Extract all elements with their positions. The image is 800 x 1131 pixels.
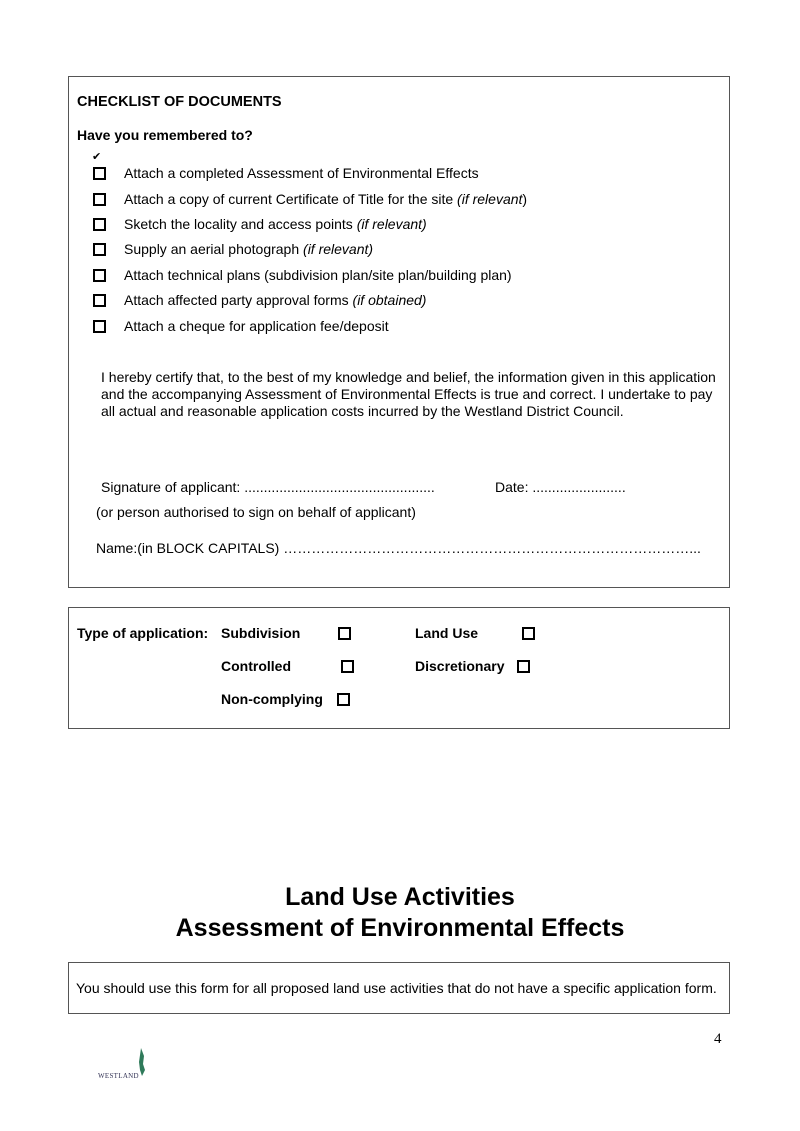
checklist-item — [124, 191, 527, 207]
option-subdivision-checkbox[interactable] — [338, 627, 351, 640]
item-text: Attach a completed Assessment of Environmental Effects — [124, 165, 479, 181]
application-type-label: Type of application: — [77, 625, 209, 641]
item-text: Sketch the locality and access points — [124, 216, 357, 232]
item-note: (if relevant) — [356, 216, 427, 232]
checklist-item — [124, 292, 426, 308]
checklist-item — [124, 241, 373, 257]
checklist-checkbox[interactable] — [93, 243, 106, 256]
behalf-note: (or person authorised to sign on behalf of applicant) — [96, 504, 416, 520]
checklist-checkbox[interactable] — [93, 193, 106, 206]
item-note: (if obtained) — [352, 292, 427, 308]
checklist-checkbox[interactable] — [93, 320, 106, 333]
item-text: Attach a cheque for application fee/deposit — [124, 318, 389, 334]
section-title-line2: Assessment of Environmental Effects — [175, 914, 625, 942]
item-suffix: ) — [522, 191, 528, 207]
item-text: Attach technical plans (subdivision plan/site plan/building plan) — [124, 267, 512, 283]
item-text: Attach affected party approval forms — [124, 292, 353, 308]
date-field[interactable]: Date: ........................ — [495, 479, 626, 495]
checklist-checkbox[interactable] — [93, 269, 106, 282]
page-number: 4 — [714, 1031, 722, 1047]
checklist-item — [124, 267, 512, 283]
signature-field[interactable]: Signature of applicant: ................................................. — [101, 479, 435, 495]
option-controlled-checkbox[interactable] — [341, 660, 354, 673]
item-text: Attach a copy of current Certificate of Title for the site — [124, 191, 458, 207]
item-note: (if relevant — [457, 191, 523, 207]
item-text: Supply an aerial photograph — [124, 241, 304, 257]
option-subdivision-label: Subdivision — [221, 625, 301, 641]
option-discretionary-checkbox[interactable] — [517, 660, 530, 673]
checklist-checkbox[interactable] — [93, 167, 106, 180]
checklist-checkbox[interactable] — [93, 218, 106, 231]
westland-logo — [98, 1046, 150, 1082]
checklist-item — [124, 165, 479, 181]
option-controlled-label: Controlled — [221, 658, 291, 674]
option-non-complying-label: Non-complying — [221, 691, 323, 707]
intro-text: You should use this form for all proposed land use activities that do not have a specific application form. — [76, 980, 717, 996]
checklist-title: CHECKLIST OF DOCUMENTS — [77, 94, 282, 110]
checklist-item — [124, 216, 427, 232]
checklist-checkbox[interactable] — [93, 294, 106, 307]
checklist-item — [124, 318, 389, 334]
option-land-use-checkbox[interactable] — [522, 627, 535, 640]
item-note: (if relevant) — [303, 241, 374, 257]
check-mark-icon: ✔ — [92, 151, 102, 163]
checklist-prompt: Have you remembered to? — [77, 127, 253, 143]
name-field[interactable]: Name:(in BLOCK CAPITALS) ……………………………………………………………………………... — [96, 540, 701, 556]
option-discretionary-label: Discretionary — [415, 658, 505, 674]
option-land-use-label: Land Use — [415, 625, 479, 641]
tree-icon — [98, 1046, 150, 1082]
svg-text:WESTLAND: WESTLAND — [98, 1072, 139, 1080]
section-title-line1: Land Use Activities — [285, 883, 515, 911]
certification-text: I hereby certify that, to the best of my knowledge and belief, the information given in this application and the accompanying Assessment of Environmental Effects is true and correct. I undertake to pay all actual and reasonable application costs incurred by the Westland District Council. — [101, 369, 716, 419]
option-non-complying-checkbox[interactable] — [337, 693, 350, 706]
